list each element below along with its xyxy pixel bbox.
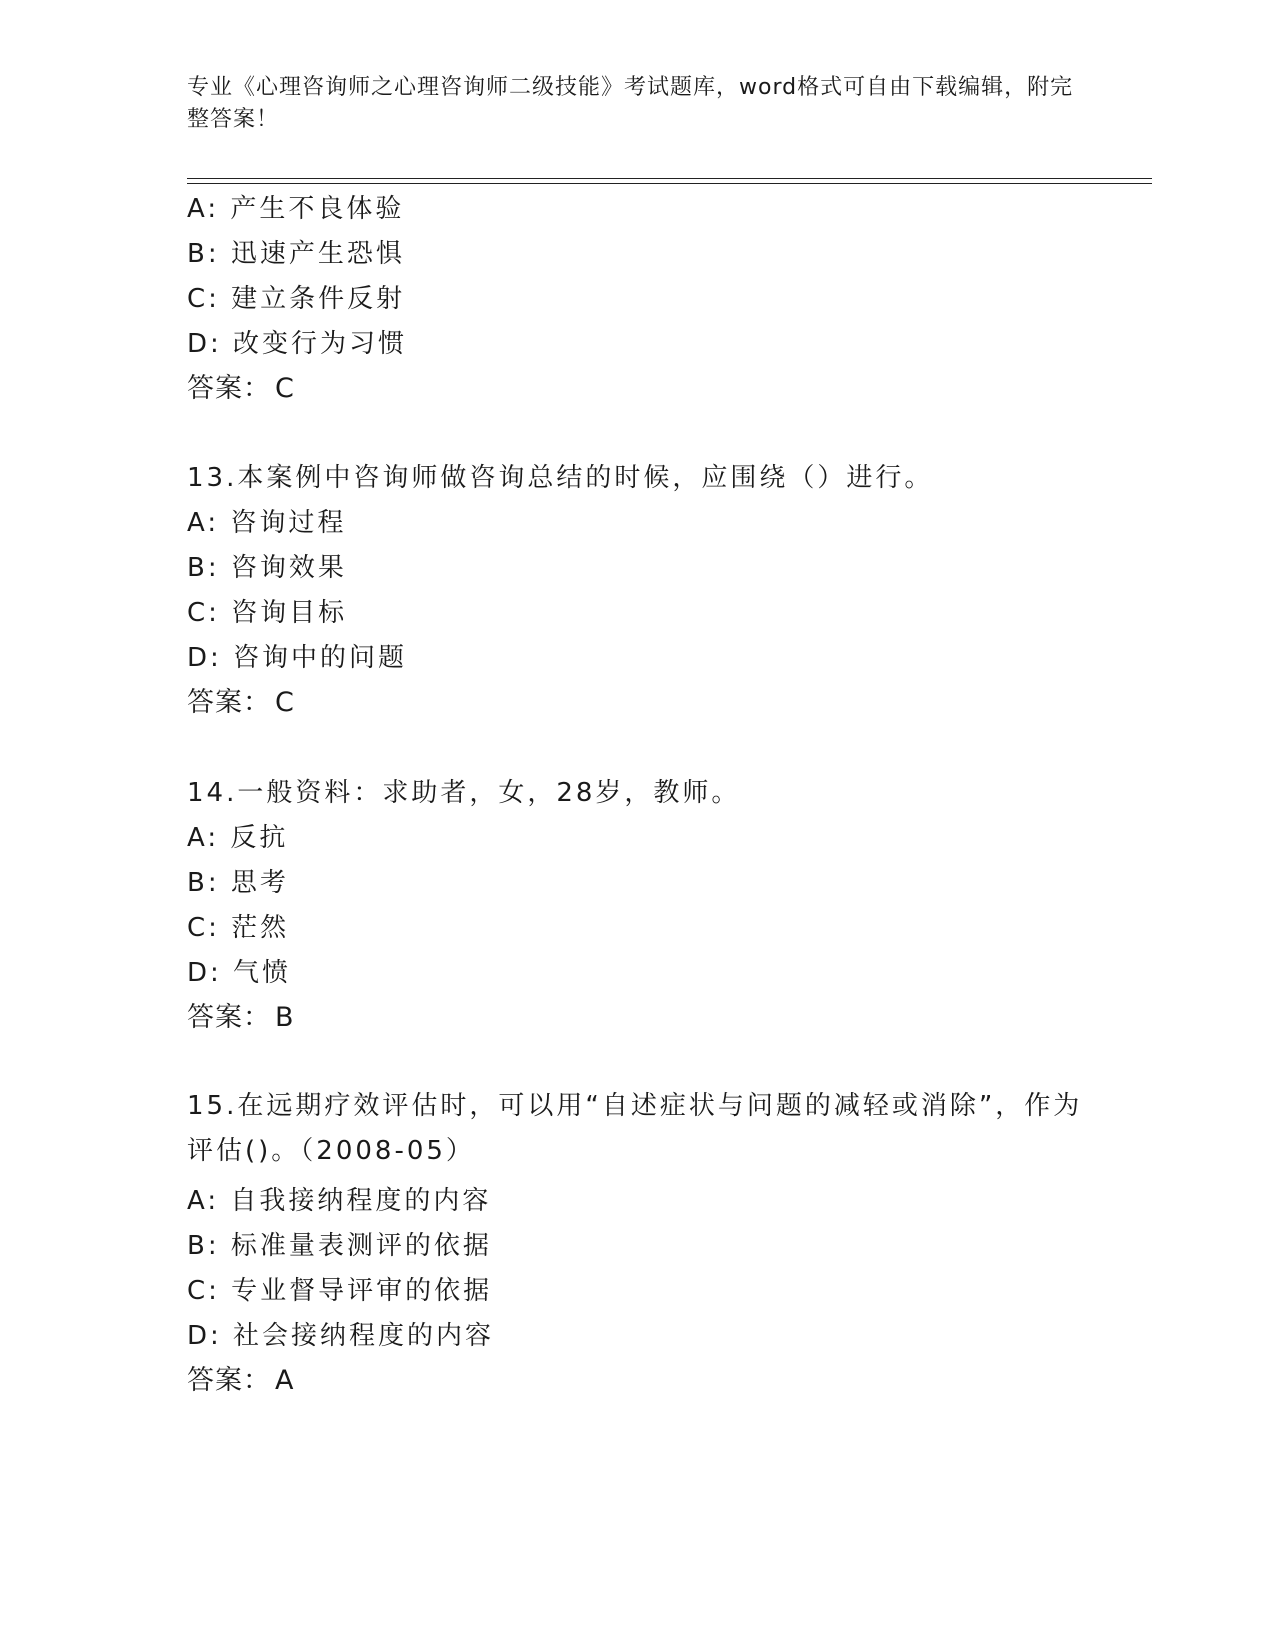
q15-answer-label: 答案： (187, 1365, 271, 1396)
q15-option-c: C: 专业督导评审的依据 (187, 1276, 493, 1306)
q13-stem: 13.本案例中咨询师做咨询总结的时候，应围绕（）进行。 (187, 463, 934, 493)
q12-option-c: C: 建立条件反射 (187, 284, 406, 314)
q14-answer (187, 1002, 295, 1034)
q15-option-d: D: 社会接纳程度的内容 (187, 1321, 495, 1351)
q15-answer (187, 1365, 294, 1397)
q15-option-b: B: 标准量表测评的依据 (187, 1231, 492, 1261)
q14-answer-label: 答案： (187, 1002, 271, 1033)
q14-option-a: A: 反抗 (187, 823, 289, 853)
q12-answer (187, 373, 295, 405)
q14-answer-value: B (275, 1002, 295, 1033)
q12-option-b: B: 迅速产生恐惧 (187, 239, 405, 269)
q14-option-d: D: 气愤 (187, 958, 292, 988)
q13-answer (187, 687, 295, 719)
q15-stem: 15.在远期疗效评估时，可以用“自述症状与问题的减轻或消除”，作为评估()。（2008-05） (187, 1091, 1083, 1166)
q15-answer-value: A (275, 1365, 295, 1396)
q13-option-c: C: 咨询目标 (187, 598, 348, 628)
q12-option-d: D: 改变行为习惯 (187, 329, 408, 359)
q12-option-a: A: 产生不良体验 (187, 194, 405, 224)
q14-stem: 14.一般资料：求助者，女，28岁，教师。 (187, 778, 741, 808)
q13-option-b: B: 咨询效果 (187, 553, 347, 583)
q14-option-c: C: 茫然 (187, 913, 290, 943)
header-divider-top (187, 178, 1152, 179)
q13-option-a: A: 咨询过程 (187, 508, 347, 538)
q15-option-a: A: 自我接纳程度的内容 (187, 1186, 492, 1216)
q14-option-b: B: 思考 (187, 868, 289, 898)
q13-answer-label: 答案： (187, 687, 271, 718)
q13-option-d: D: 咨询中的问题 (187, 643, 408, 673)
q12-answer-label: 答案： (187, 373, 271, 404)
q13-answer-value: C (275, 687, 295, 718)
q12-answer-value: C (275, 373, 295, 404)
document-header: 专业《心理咨询师之心理咨询师二级技能》考试题库，word格式可自由下载编辑，附完整答案！ (187, 75, 1074, 132)
header-divider-bottom (187, 183, 1152, 184)
